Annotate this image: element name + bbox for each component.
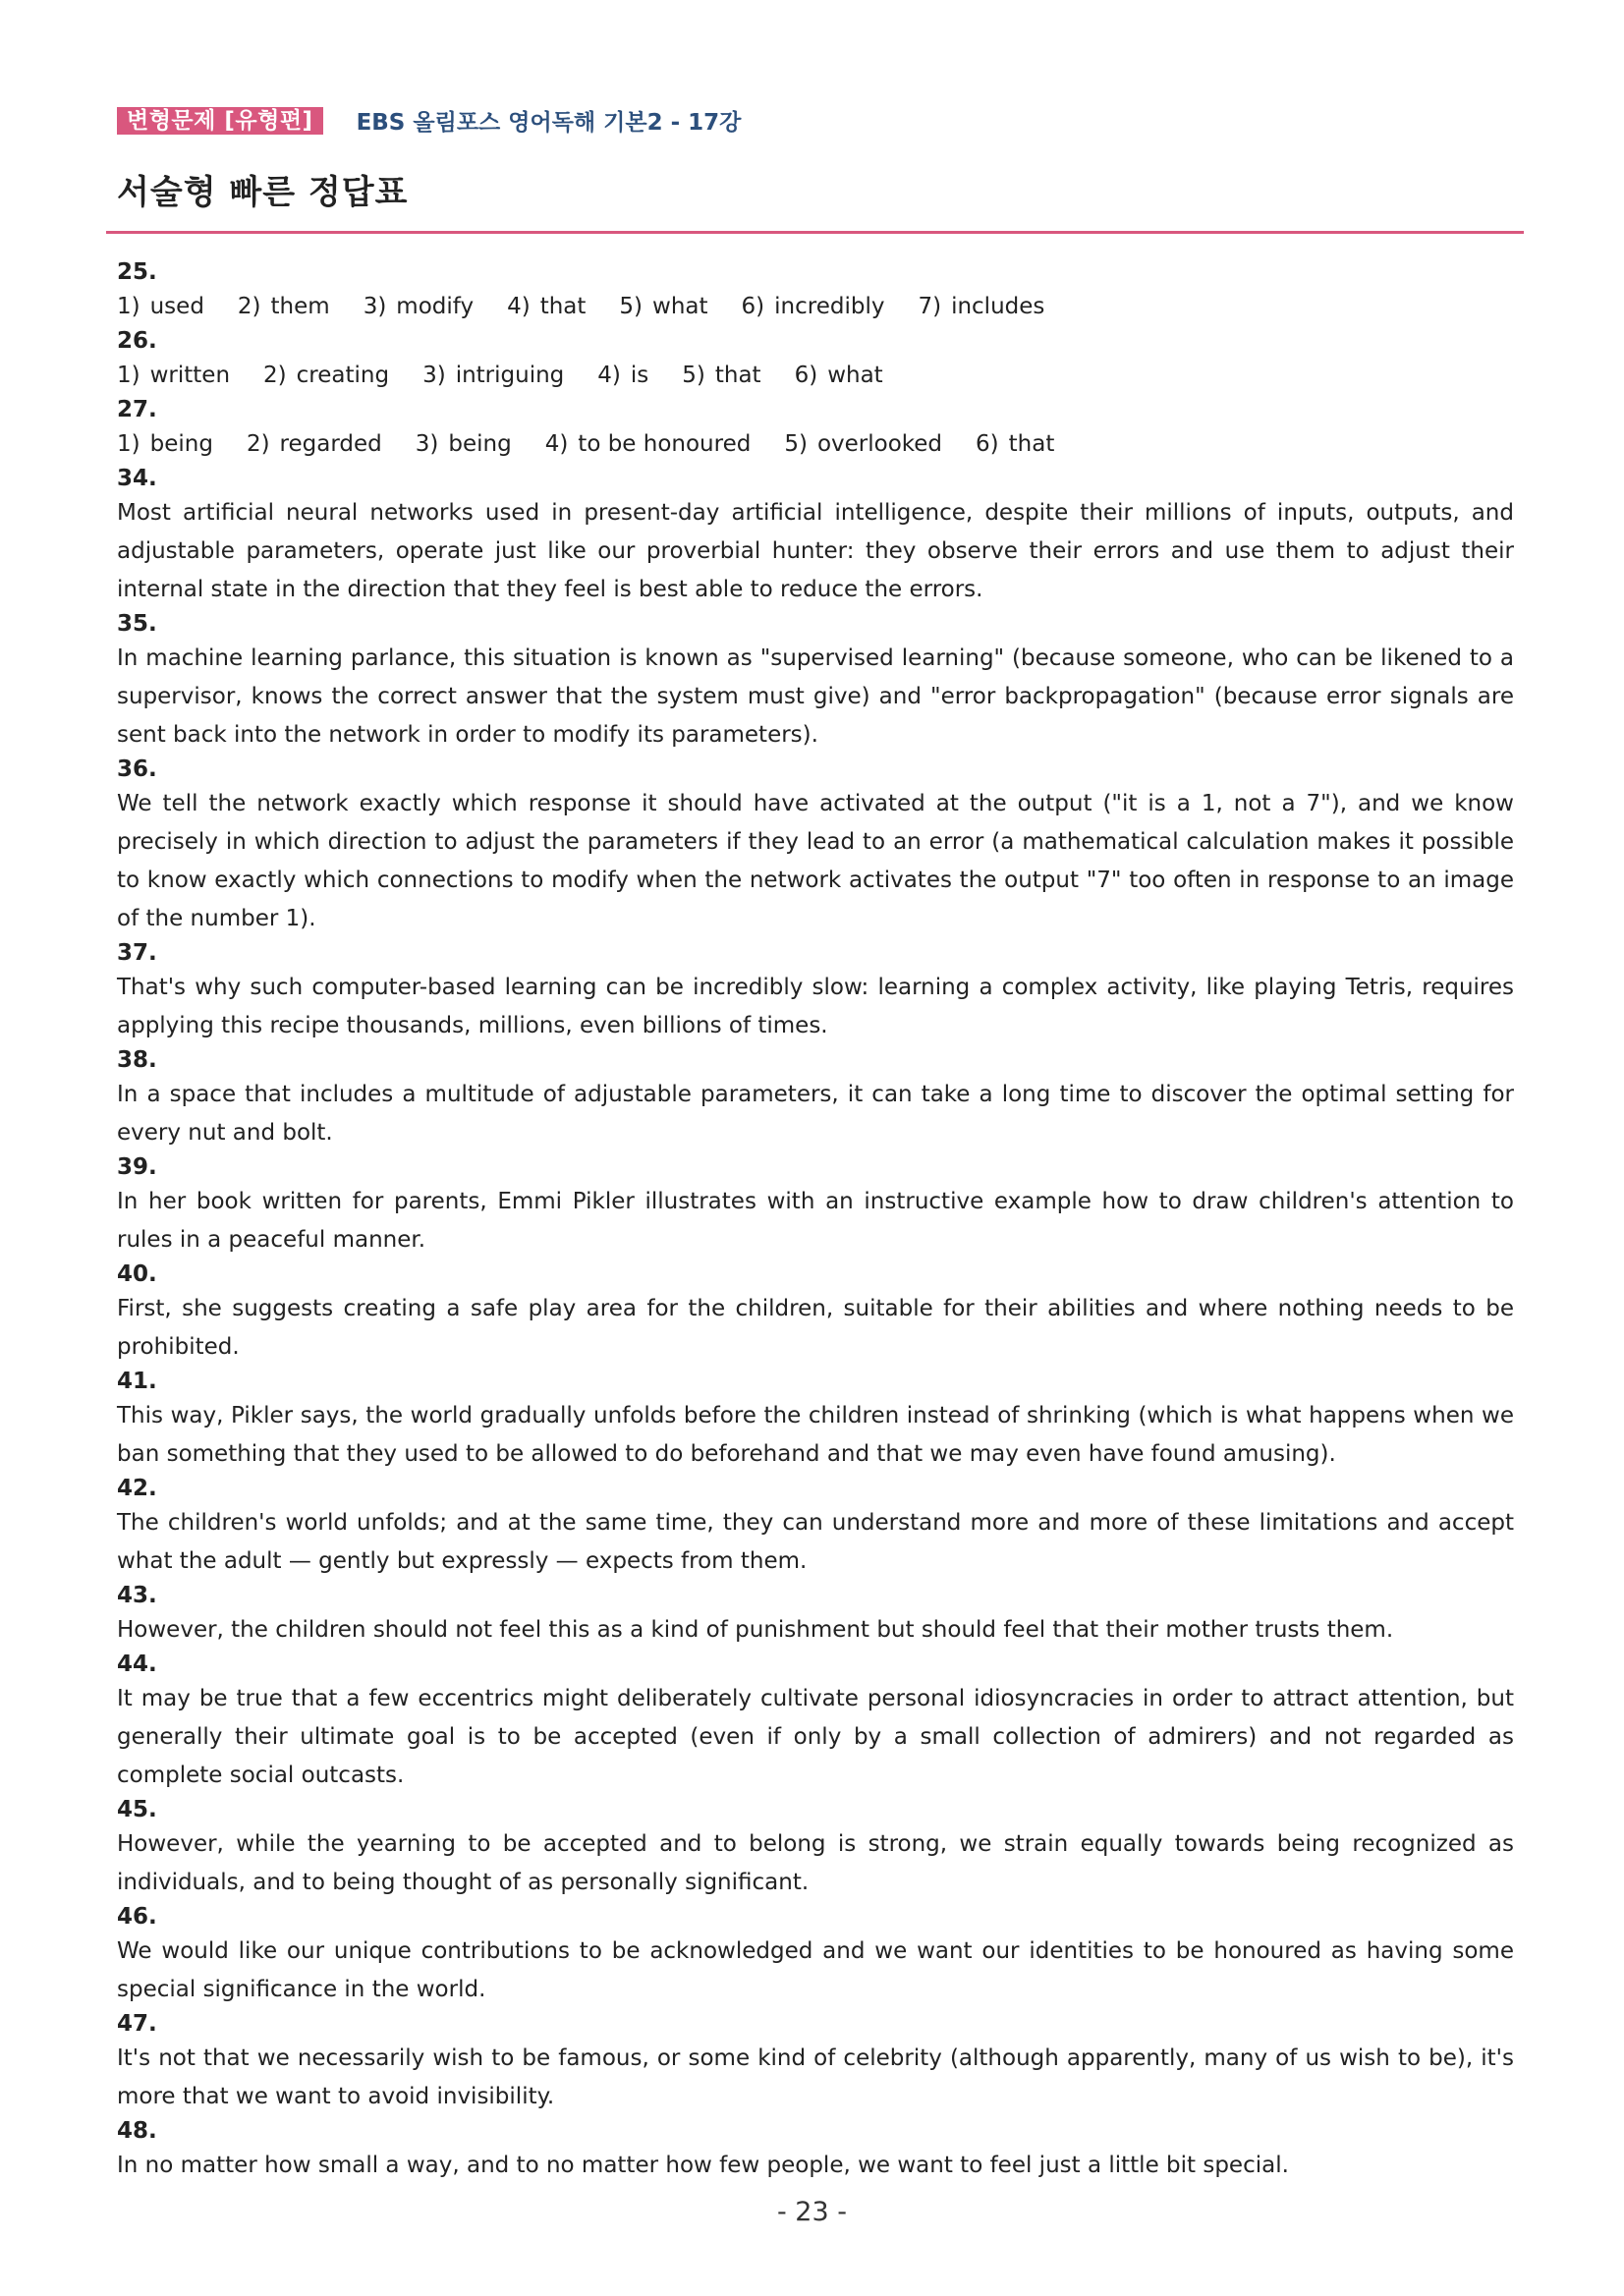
sentence-answer-block (117, 1474, 1514, 1581)
answer-index: 2) (263, 363, 287, 388)
sentence-answer-block (117, 938, 1514, 1045)
answer-item (784, 425, 942, 464)
answer-item (422, 357, 564, 395)
answer-sentence: Most artificial neural networks used in present-day artificial intelligence, despite their millions of inputs, outputs, and adjustable parameters, operate just like our proverbial hunter: they observe their errors and use them to adjust their internal state in the direction that they feel is best able to reduce the errors. (117, 500, 1514, 602)
answer-index: 1) (117, 294, 140, 319)
answer-item (682, 357, 760, 395)
answer-row (117, 288, 1514, 326)
answer-text: them (270, 294, 330, 319)
answer-text: regarded (279, 431, 382, 457)
answer-text: that (714, 363, 761, 388)
answer-text: creating (296, 363, 390, 388)
answer-sentence: In a space that includes a multitude of adjustable parameters, it can take a long time to discover the optimal setting for every nut and bolt. (117, 1082, 1514, 1146)
answer-text: used (149, 294, 204, 319)
answer-text: what (652, 294, 708, 319)
answer-item (545, 425, 752, 464)
page-number: - 23 - (776, 2197, 847, 2227)
answer-sentence: The children's world unfolds; and at the same time, they can understand more and more of these limitations and accept what the adult — gently but expressly — expects from them. (117, 1510, 1514, 1574)
answer-list-block (117, 326, 1514, 395)
answer-text: is (630, 363, 649, 388)
answer-index: 1) (117, 431, 140, 457)
question-number: 43. (117, 1583, 157, 1608)
answer-item (238, 288, 330, 326)
answer-index: 3) (422, 363, 446, 388)
sentence-answer-block (117, 2009, 1514, 2116)
question-number: 41. (117, 1369, 157, 1394)
answer-text: to be honoured (578, 431, 752, 457)
answer-index: 4) (597, 363, 621, 388)
answer-sentence: However, while the yearning to be accepted and to belong is strong, we strain equally towards being recognized as individuals, and to being thought of as personally significant. (117, 1831, 1514, 1895)
answer-index: 4) (544, 431, 569, 457)
question-number: 36. (117, 756, 157, 782)
sentence-answer-block (117, 1260, 1514, 1367)
question-number: 25. (117, 259, 157, 285)
answer-text: incredibly (774, 294, 885, 319)
answer-item (619, 288, 707, 326)
answer-text: overlooked (816, 431, 943, 457)
answer-index: 4) (507, 294, 531, 319)
sentence-answer-block (117, 1152, 1514, 1260)
question-number: 44. (117, 1652, 157, 1677)
answer-text: that (1008, 431, 1055, 457)
sentence-answer-block (117, 609, 1514, 755)
answer-item (117, 357, 230, 395)
answer-content (117, 257, 1514, 2185)
answer-sentence: It may be true that a few eccentrics might deliberately cultivate personal idiosyncracies in order to attract attention, but generally their ultimate goal is to be accepted (even if only by a small collection of admirers) and not regarded as complete social outcasts. (117, 1686, 1514, 1788)
answer-index: 5) (784, 431, 808, 457)
answer-index: 1) (117, 363, 140, 388)
answer-item (742, 288, 885, 326)
page-title: 서술형 빠른 정답표 (117, 173, 409, 212)
question-number: 45. (117, 1797, 157, 1822)
answer-sentence: In her book written for parents, Emmi Pikler illustrates with an instructive example how to draw children's attention to rules in a peaceful manner. (117, 1189, 1514, 1253)
answer-sentence: We would like our unique contributions to be acknowledged and we want our identities to be honoured as having some special significance in the world. (117, 1938, 1514, 2002)
question-number: 38. (117, 1047, 157, 1073)
answer-text: what (827, 363, 883, 388)
sentence-answer-block (117, 1795, 1514, 1902)
question-number: 40. (117, 1261, 157, 1287)
question-number: 27. (117, 397, 157, 422)
answer-item (117, 425, 213, 464)
answer-item (247, 425, 382, 464)
answer-text: includes (951, 294, 1045, 319)
answer-sentence: In machine learning parlance, this situation is known as "supervised learning" (because someone, who can be likened to a supervisor, knows the correct answer that the system must give) and "error backpropagation" (because error signals are sent back into the network in order to modify its parameters). (117, 645, 1514, 748)
answer-text: intriguing (455, 363, 565, 388)
answer-text: being (149, 431, 213, 457)
answer-item (117, 288, 204, 326)
answer-item (416, 425, 512, 464)
answer-item (795, 357, 883, 395)
answer-item (976, 425, 1054, 464)
question-number: 35. (117, 611, 157, 637)
lesson-subtitle: EBS 올림포스 영어독해 기본2 - 17강 (356, 110, 742, 136)
answer-index: 3) (415, 431, 439, 457)
answer-text: being (448, 431, 512, 457)
answer-index: 6) (794, 363, 818, 388)
answer-text: written (149, 363, 231, 388)
sentence-answer-block (117, 755, 1514, 938)
sentence-answer-block (117, 1367, 1514, 1474)
question-number: 26. (117, 328, 157, 354)
answer-item (507, 288, 586, 326)
answer-index: 6) (741, 294, 765, 319)
answer-index: 3) (363, 294, 387, 319)
answer-sentence: This way, Pikler says, the world gradually unfolds before the children instead of shrinking (which is what happens when we ban something that they used to be allowed to do beforehand and that we may even have found amusing). (117, 1403, 1514, 1467)
answer-row (117, 357, 1514, 395)
sentence-answer-block (117, 1045, 1514, 1152)
page-header (117, 104, 741, 137)
category-tag: 변형문제 [유형편] (117, 107, 323, 135)
sentence-answer-block (117, 2116, 1514, 2185)
answer-item (918, 288, 1044, 326)
answer-sentence: That's why such computer-based learning can be incredibly slow: learning a complex activity, like playing Tetris, requires applying this recipe thousands, millions, even billions of times. (117, 975, 1514, 1038)
question-number: 46. (117, 1904, 157, 1930)
answer-index: 2) (246, 431, 270, 457)
answer-sentence: We tell the network exactly which response it should have activated at the output ("it is a 1, not a 7"), and we know precisely in which direction to adjust the parameters if they lead to an error (a mathematical calculation makes it possible to know exactly which connections to modify when the network activates the output "7" too often in response to an image of the number 1). (117, 791, 1514, 931)
answer-item (263, 357, 389, 395)
answer-row (117, 425, 1514, 464)
answer-index: 7) (918, 294, 942, 319)
answer-index: 6) (976, 431, 999, 457)
answer-sentence: However, the children should not feel this as a kind of punishment but should feel that their mother trusts them. (117, 1617, 1394, 1643)
answer-text: modify (396, 294, 475, 319)
question-number: 37. (117, 940, 157, 966)
answer-sentence: In no matter how small a way, and to no matter how few people, we want to feel just a little bit special. (117, 2153, 1289, 2178)
answer-index: 5) (619, 294, 644, 319)
sentence-answer-block (117, 464, 1514, 609)
question-number: 42. (117, 1476, 157, 1501)
answer-index: 5) (682, 363, 705, 388)
answer-sentence: First, she suggests creating a safe play area for the children, suitable for their abilities and where nothing needs to be prohibited. (117, 1296, 1514, 1360)
answer-item (597, 357, 648, 395)
answer-item (364, 288, 474, 326)
question-number: 34. (117, 466, 157, 491)
answer-text: that (539, 294, 587, 319)
sentence-answer-block (117, 1581, 1514, 1650)
sentence-answer-block (117, 1650, 1514, 1795)
answer-list-block (117, 395, 1514, 464)
question-number: 48. (117, 2118, 157, 2144)
question-number: 39. (117, 1154, 157, 1180)
answer-index: 2) (237, 294, 261, 319)
sentence-answer-block (117, 1902, 1514, 2009)
answer-sentence: It's not that we necessarily wish to be famous, or some kind of celebrity (although apparently, many of us wish to be), it's more that we want to avoid invisibility. (117, 2045, 1514, 2109)
answer-list-block (117, 257, 1514, 326)
question-number: 47. (117, 2011, 157, 2037)
title-divider (106, 231, 1524, 234)
